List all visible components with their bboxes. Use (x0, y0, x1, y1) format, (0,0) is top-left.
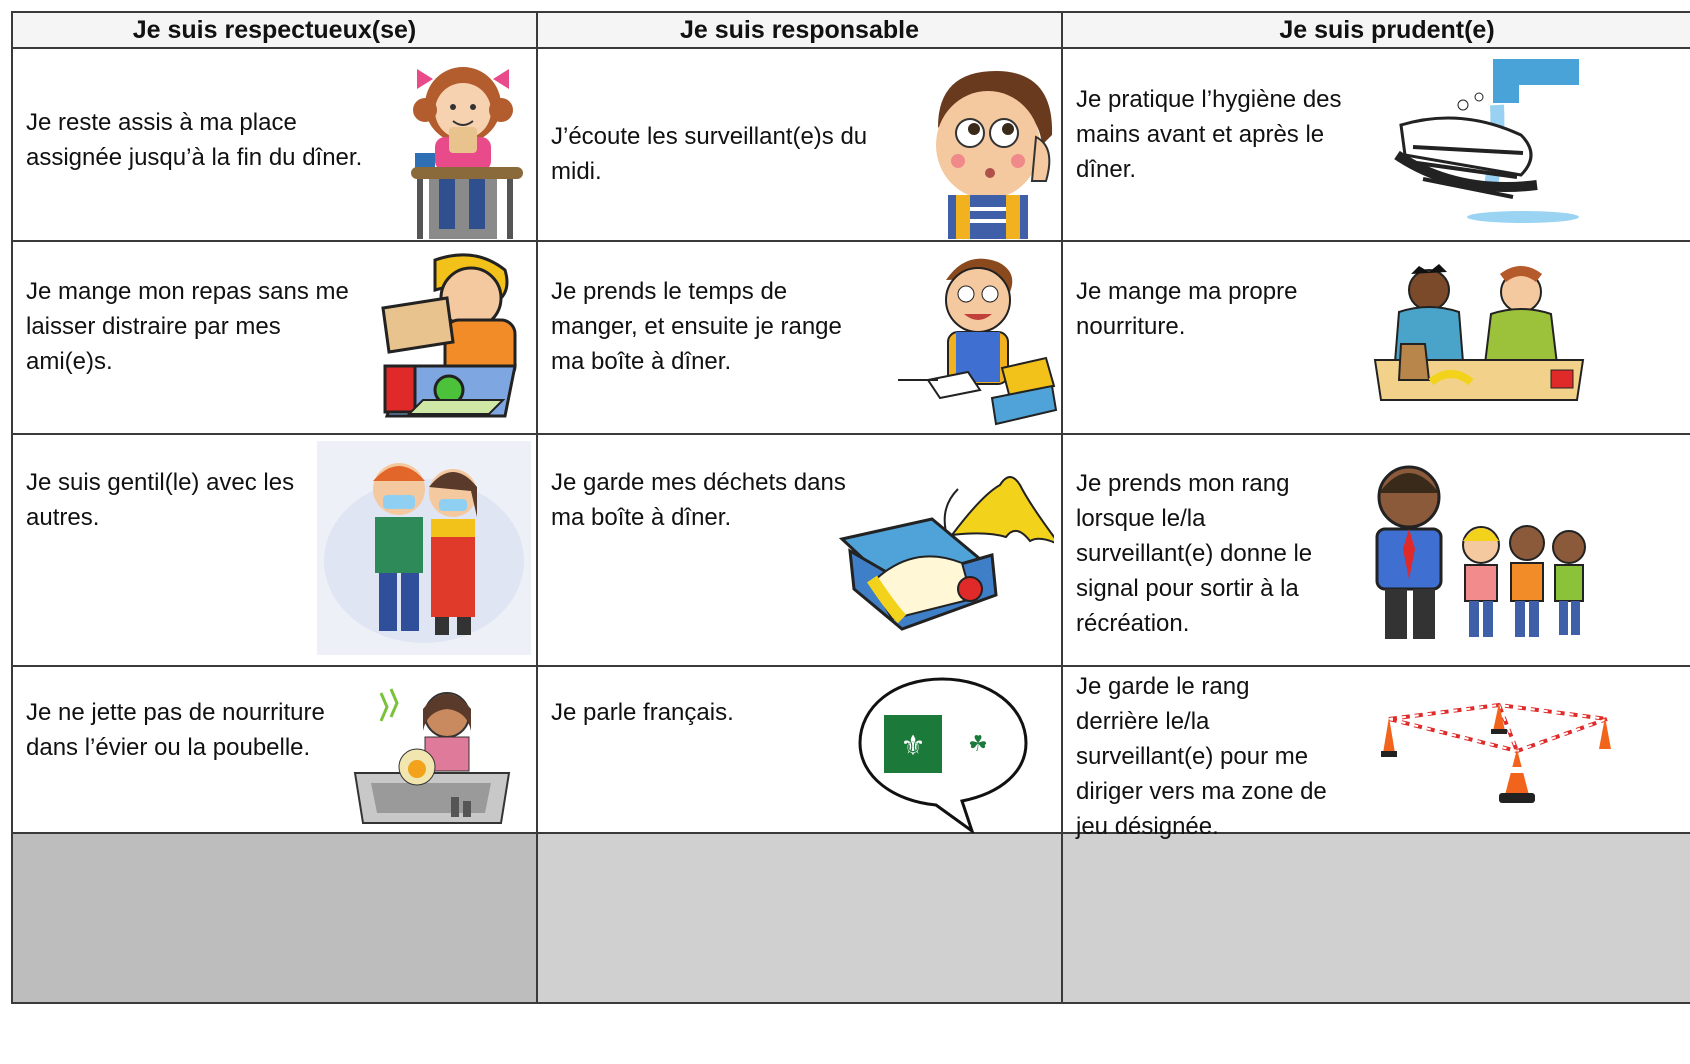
rule-row (12, 666, 1690, 833)
rule-cell (1062, 434, 1690, 666)
girl-at-sink-icon (351, 673, 513, 833)
boy-eating-sandwich-icon (375, 250, 535, 426)
boy-packing-lunchbox-icon (898, 250, 1058, 428)
rule-row (12, 48, 1690, 241)
rule-cell (12, 666, 537, 833)
boy-listening-icon (918, 67, 1058, 239)
girl-eating-at-table-icon (405, 55, 527, 239)
lunchbox-banana-peel-icon (832, 459, 1054, 655)
rule-cell (537, 48, 1062, 241)
rule-text: Je suis gentil(le) avec les autres. (26, 469, 295, 531)
two-men-eating-icon (1371, 264, 1587, 404)
rule-cell (12, 48, 537, 241)
rule-text: Je mange ma propre nourriture. (1076, 278, 1298, 340)
rules-table (11, 11, 1690, 1004)
rule-text: Je ne jette pas de nourriture dans l’évier ou la poubelle. (26, 699, 325, 761)
cones-caution-tape-icon (1381, 691, 1611, 811)
rule-cell (1062, 241, 1690, 434)
rule-text: Je mange mon repas sans me laisser distraire par mes ami(e)s. (26, 278, 349, 375)
empty-cell (1062, 833, 1690, 1003)
rule-row (12, 241, 1690, 434)
rule-text: Je prends mon rang lorsque le/la surveillant(e) donne le signal pour sortir à la récréation. (1076, 470, 1313, 637)
rule-row (12, 434, 1690, 666)
empty-cell (12, 833, 537, 1003)
two-children-masks-icon (317, 441, 531, 655)
rule-text: Je pratique l’hygiène des mains avant et après le dîner. (1076, 86, 1342, 183)
rule-cell (537, 666, 1062, 833)
header-row (12, 12, 1690, 48)
rule-text: Je prends le temps de manger, et ensuite je range ma boîte à dîner. (551, 278, 842, 375)
rule-text: Je garde mes déchets dans ma boîte à dîner. (551, 469, 846, 531)
rule-cell (537, 241, 1062, 434)
rule-cell (12, 241, 537, 434)
svg-text:⚜: ⚜ (900, 729, 926, 762)
people-in-line-icon (1363, 463, 1589, 643)
svg-text:☘: ☘ (968, 732, 988, 757)
rule-text: Je parle français. (551, 699, 734, 726)
rule-cell (12, 434, 537, 666)
empty-row (12, 833, 1690, 1003)
rule-text: J’écoute les surveillant(e)s du midi. (551, 123, 868, 185)
speech-bubble-franco-ontarian-flag-icon (854, 673, 1030, 833)
empty-cell (537, 833, 1062, 1003)
header-respectueux: Je suis respectueux(se) (12, 12, 537, 48)
rule-cell (537, 434, 1062, 666)
header-prudent: Je suis prudent(e) (1062, 12, 1690, 48)
rule-cell (1062, 48, 1690, 241)
rule-text: Je reste assis à ma place assignée jusqu’à la fin du dîner. (26, 109, 363, 171)
rule-text: Je garde le rang derrière le/la surveillant(e) pour me diriger vers ma zone de jeu désignée. (1076, 673, 1327, 840)
rule-cell (1062, 666, 1690, 840)
header-responsable: Je suis responsable (537, 12, 1062, 48)
hand-washing-icon (1393, 55, 1583, 227)
